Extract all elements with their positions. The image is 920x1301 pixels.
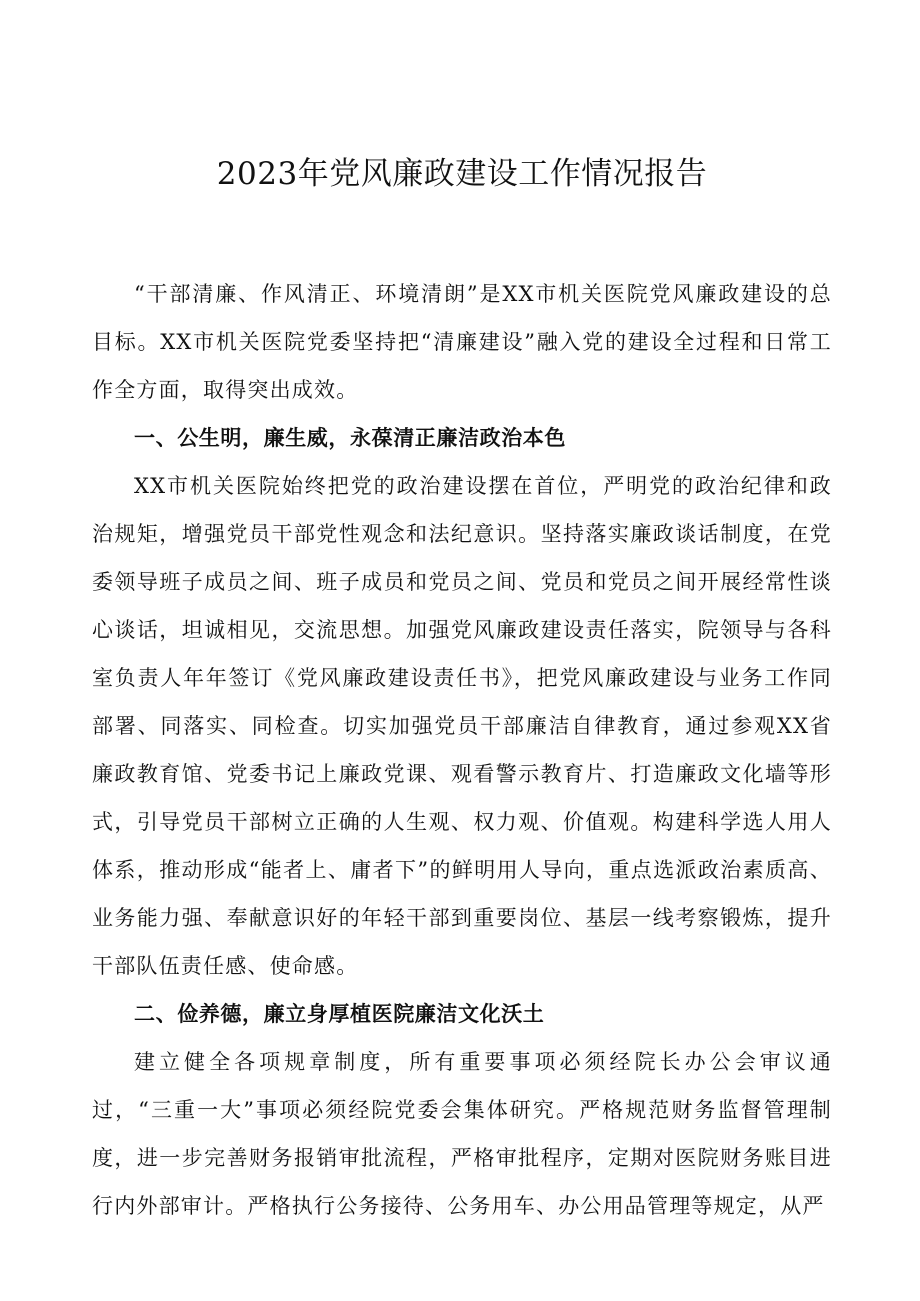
document-body — [92, 150, 832, 1230]
section-paragraph-1: XX市机关医院始终把党的政治建设摆在首位，严明党的政治纪律和政治规矩，增强党员干部党性观念和法纪意识。坚持落实廉政谈话制度，在党委领导班子成员之间、班子成员和党员之间、党员和党员之间开展经常性谈心谈话，坦诚相见，交流思想。加强党风廉政建设责任落实，院领导与各科室负责人年年签订《党风廉政建设责任书》，把党风廉政建设与业务工作同部署、同落实、同检查。切实加强党员干部廉洁自律教育，通过参观XX省廉政教育馆、党委书记上廉政党课、观看警示教育片、打造廉政文化墙等形式，引导党员干部树立正确的人生观、权力观、价值观。构建科学选人用人体系，推动形成“能者上、庸者下”的鲜明用人导向，重点选派政治素质高、业务能力强、奉献意识好的年轻干部到重要岗位、基层一线考察锻炼，提升干部队伍责任感、使命感。 — [92, 474, 832, 978]
intro-paragraph: “干部清廉、作风清正、环境清朗”是XX市机关医院党风廉政建设的总目标。XX市机关医院党委坚持把“清廉建设”融入党的建设全过程和日常工作全方面，取得突出成效。 — [92, 282, 832, 402]
section-paragraph-2: 建立健全各项规章制度，所有重要事项必须经院长办公会审议通过，“三重一大”事项必须经院党委会集体研究。严格规范财务监督管理制度，进一步完善财务报销审批流程，严格审批程序，定期对医院财务账目进行内外部审计。严格执行公务接待、公务用车、办公用品管理等规定，从严 — [92, 1050, 832, 1218]
document-title: 2023年党风廉政建设工作情况报告 — [216, 156, 708, 192]
section-heading-2: 二、俭养德，廉立身厚植医院廉洁文化沃土 — [134, 1002, 545, 1026]
section-heading-1: 一、公生明，廉生威，永葆清正廉洁政治本色 — [134, 426, 566, 450]
